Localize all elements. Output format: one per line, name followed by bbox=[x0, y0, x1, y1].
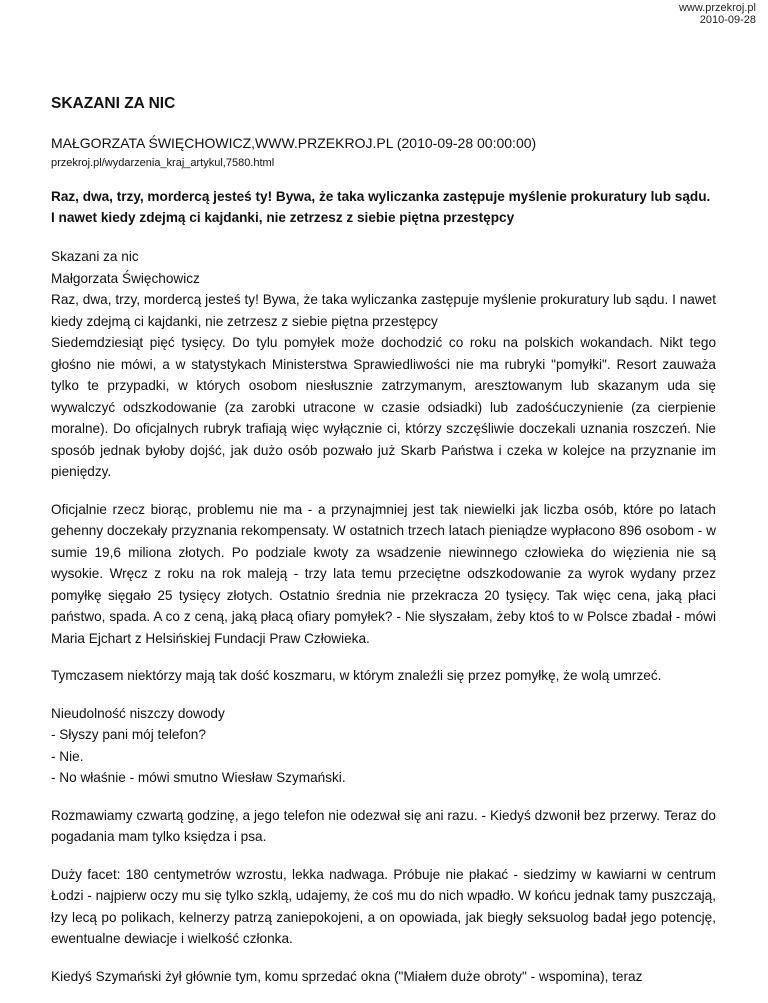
body-intro bbox=[51, 246, 716, 483]
dialog-line: - Nie. bbox=[51, 748, 84, 764]
dialog-line: - Słyszy pani mój telefon? bbox=[51, 727, 206, 742]
intro-line: Raz, dwa, trzy, mordercą jesteś ty! Bywa, że taka wyliczanka zastępuje myślenie prokuratury lub sądu. I nawet kiedy zdejmą ci kajdanki, nie zetrzesz z siebie piętna przestępcy bbox=[51, 292, 716, 329]
intro-line: Siedemdziesiąt pięć tysięcy. Do tylu pomyłek może dochodzić co roku na polskich wokandach. Nikt tego głośno nie mówi, a w statystykach Ministerstwa Sprawiedliwości nie ma rubryki "pomyłki". Resort zauważa tylko te przypadki, w których osobom niesłusznie zatrzymanym, aresztowanym lub skazanym uda się wywalczyć odszkodowanie (za zarobki utracone w czasie odsiadki) lub zadośćuczynienie (za cierpienie moralne). Do oficjalnych rubryk trafiają więc wyłącznie ci, którzy szczęśliwie doczekali uznania roszczeń. Nie sposób jednak byłoby dojść, jak dużo osób pozwało już Skarb Państwa i czeka w kolejce na przyznanie im pieniędzy. bbox=[51, 335, 716, 479]
article-lead: Raz, dwa, trzy, mordercą jesteś ty! Bywa, że taka wyliczanka zastępuje myślenie prokuratury lub sądu. I nawet kiedy zdejmą ci kajdanki, nie zetrzesz z siebie piętna przestępcy bbox=[51, 189, 711, 225]
intro-line: Skazani za nic bbox=[51, 249, 139, 264]
intro-line: Małgorzata Święchowicz bbox=[51, 270, 200, 286]
article-title: SKAZANI ZA NIC bbox=[51, 95, 176, 112]
paragraph: Tymczasem niektórzy mają tak dość koszmaru, w którym znaleźli się przez pomyłkę, że wolą umrzeć. bbox=[51, 668, 662, 683]
source-link[interactable]: przekroj.pl/wydarzenia_kraj_artykul,7580.html bbox=[51, 157, 275, 169]
article-byline: MAŁGORZATA ŚWIĘCHOWICZ,WWW.PRZEKROJ.PL (2010-09-28 00:00:00) bbox=[51, 135, 537, 151]
dialog-line: - No właśnie - mówi smutno Wiesław Szymański. bbox=[51, 770, 346, 785]
paragraph: Rozmawiamy czwartą godzinę, a jego telefon nie odezwał się ani razu. - Kiedyś dzwonił bez przerwy. Teraz do pogadania mam tylko księdza i psa. bbox=[51, 807, 716, 844]
paragraph: Oficjalnie rzecz biorąc, problemu nie ma - a przynajmniej jest tak niewielki jak liczba osób, które po latach gehenny doczekały przyznania rekompensaty. W ostatnich trzech latach pieniądze wypłacono 896 osobom - w sumie 19,6 miliona złotych. Po podziale kwoty za wsadzenie niewinnego człowieka do więzienia nie są wysokie. Wręcz z roku na rok maleją - trzy lata temu przeciętne odszkodowanie za wyrok wydany przez pomyłkę sięgało 25 tysięcy złotych. Ostatnio średnia nie przekracza 20 tysięcy. Tak więc cena, jaką płaci państwo, spada. A co z ceną, jaką płacą ofiary pomyłek? - Nie słyszałam, żeby ktoś to w Polsce zbadał - mówi Maria Ejchart z Helsińskiej Fundacji Praw Człowieka. bbox=[51, 501, 716, 646]
dialog-line: Nieudolność niszczy dowody bbox=[51, 705, 225, 721]
dialog-block bbox=[51, 703, 716, 789]
paragraph: Duży facet: 180 centymetrów wzrostu, lekka nadwaga. Próbuje nie płakać - siedzimy w kawiarni w centrum Łodzi - najpierw oczy mu się tylko szklą, udajemy, że coś mu do nich wpadło. W końcu jednak tamy puszczają, łzy lecą po polikach, kelnerzy patrzą zaniepokojeni, a on opowiada, jak biegły seksuolog badał jego potencję, ewentualne dewiacje i wielkość członka. bbox=[51, 866, 716, 946]
paragraph: Kiedyś Szymański żył głównie tym, komu sprzedać okna ("Miałem duże obroty" - wspomina), teraz bbox=[51, 968, 643, 984]
header-date: 2010-09-28 bbox=[699, 14, 756, 26]
article bbox=[51, 94, 716, 1003]
page-header-meta bbox=[679, 2, 756, 26]
site-url: www.przekroj.pl bbox=[678, 2, 756, 14]
